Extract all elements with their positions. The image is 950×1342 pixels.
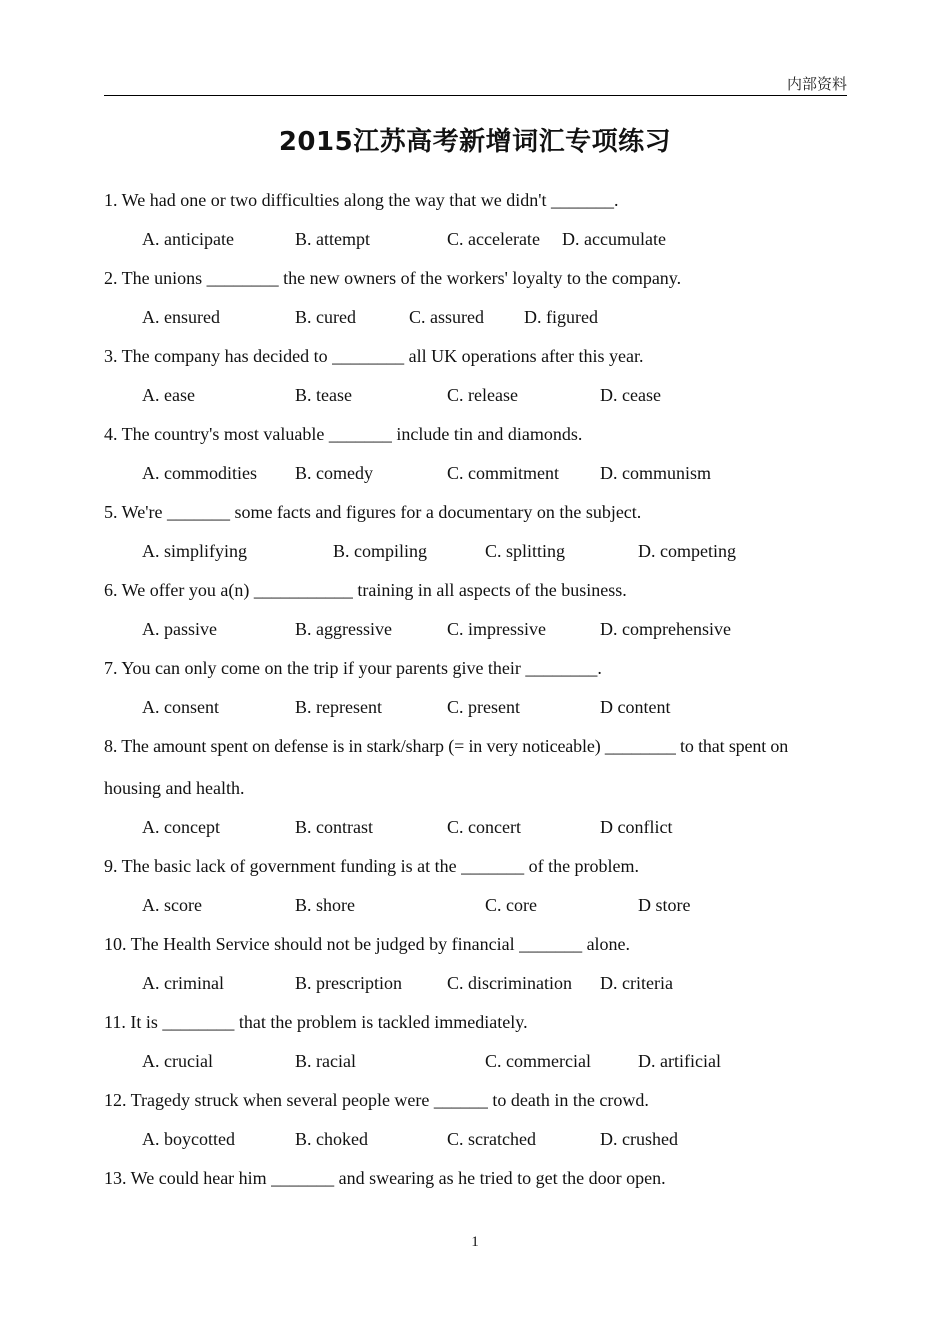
option-d: D. cease [600,385,661,405]
option-c: C. assured [409,307,484,327]
header-rule [104,95,847,96]
option-c: C. scratched [447,1129,536,1149]
option-c: C. present [447,697,520,717]
option-b: B. aggressive [295,619,392,639]
option-a: A. consent [142,697,219,717]
question-stem: 2. The unions ________ the new owners of the workers' loyalty to the company. [104,268,682,288]
option-b: B. comedy [295,463,373,483]
question-stem: 6. We offer you a(n) ___________ training in all aspects of the business. [104,580,627,600]
question-stem-continued: housing and health. [104,778,245,798]
question-stem: 5. We're _______ some facts and figures for a documentary on the subject. [104,502,642,522]
option-d: D store [638,895,691,915]
option-b: B. prescription [295,973,402,993]
page-title: 2015江苏高考新增词汇专项练习 [278,127,672,157]
option-b: B. represent [295,697,382,717]
option-d: D. crushed [600,1129,678,1149]
question-stem: 9. The basic lack of government funding is at the _______ of the problem. [104,856,640,876]
option-d: D. competing [638,541,736,561]
option-c: C. release [447,385,518,405]
option-b: B. compiling [333,541,427,561]
option-a: A. ensured [142,307,220,327]
option-d: D. communism [600,463,711,483]
option-b: B. cured [295,307,356,327]
option-b: B. racial [295,1051,356,1071]
option-a: A. ease [142,385,195,405]
option-d: D. accumulate [562,229,666,249]
option-a: A. passive [142,619,217,639]
header-label: 内部资料 [786,75,847,93]
question-stem: 8. The amount spent on defense is in stark/sharp (= in very noticeable) ________ to that spent on [104,736,789,756]
option-d: D. comprehensive [600,619,731,639]
option-b: B. attempt [295,229,370,249]
option-a: A. crucial [142,1051,213,1071]
option-b: B. tease [295,385,352,405]
option-a: A. score [142,895,202,915]
option-d: D. criteria [600,973,673,993]
option-a: A. criminal [142,973,224,993]
option-b: B. contrast [295,817,373,837]
option-b: B. shore [295,895,355,915]
option-c: C. discrimination [447,973,572,993]
option-b: B. choked [295,1129,368,1149]
question-stem: 4. The country's most valuable _______ include tin and diamonds. [104,424,583,444]
option-c: C. impressive [447,619,546,639]
page-number: 1 [471,1234,479,1250]
option-d: D. figured [524,307,598,327]
option-a: A. simplifying [142,541,248,561]
question-stem: 12. Tragedy struck when several people were ______ to death in the crowd. [104,1090,649,1110]
option-c: C. core [485,895,537,915]
question-stem: 11. It is ________ that the problem is tackled immediately. [104,1012,528,1032]
option-c: C. commercial [485,1051,591,1071]
option-a: A. boycotted [142,1129,235,1149]
question-stem: 3. The company has decided to ________ all UK operations after this year. [104,346,644,366]
option-a: A. anticipate [142,229,234,249]
option-c: C. accelerate [447,229,540,249]
option-d: D conflict [600,817,673,837]
option-d: D content [600,697,671,717]
question-stem: 13. We could hear him _______ and swearing as he tried to get the door open. [104,1168,666,1188]
option-c: C. concert [447,817,521,837]
option-c: C. splitting [485,541,566,561]
option-a: A. concept [142,817,220,837]
question-stem: 7. You can only come on the trip if your parents give their ________. [104,658,602,678]
question-stem: 10. The Health Service should not be judged by financial _______ alone. [104,934,631,954]
question-stem: 1. We had one or two difficulties along the way that we didn't _______. [104,190,619,210]
option-d: D. artificial [638,1051,721,1071]
option-a: A. commodities [142,463,257,483]
option-c: C. commitment [447,463,559,483]
